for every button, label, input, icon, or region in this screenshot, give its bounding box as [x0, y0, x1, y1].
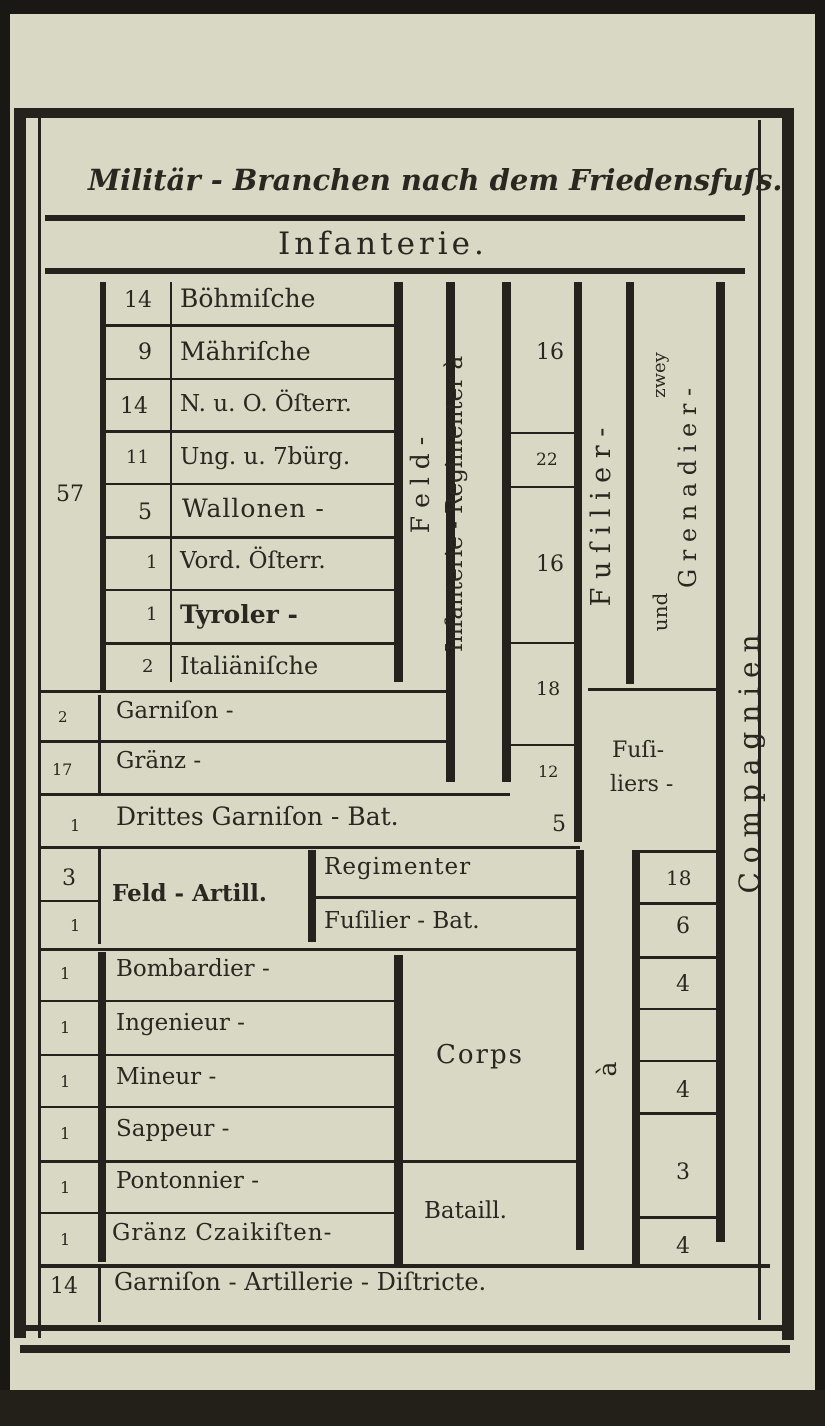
a-vertical-label: à: [593, 1061, 622, 1077]
province-name: Italiäniſche: [180, 652, 319, 680]
scan-edge-left: [0, 0, 10, 1426]
corps-count: 1: [60, 1072, 71, 1091]
fusiliers-label: liers -: [610, 772, 674, 797]
title-rule: [45, 215, 745, 221]
page-title: Militär - Branchen nach dem Friedensfuſs.: [88, 163, 783, 197]
corps-count: 1: [60, 1018, 71, 1037]
company-rule: [508, 432, 578, 434]
artillery-count-rule: [40, 900, 100, 902]
corps-name: Ingenieur -: [116, 1010, 245, 1036]
province-row-rule: [104, 430, 396, 433]
district-count: 14: [50, 1274, 78, 1299]
corps-name: Gränz Czaikiſten-: [112, 1220, 333, 1246]
corps-count: 1: [60, 1178, 71, 1197]
border-name: Gränz -: [116, 748, 202, 774]
corps-row-rule: [40, 1106, 400, 1108]
border-count: 17: [52, 760, 73, 779]
province-name: N. u. O. Öſterr.: [180, 391, 352, 417]
scan-edge-bottom: [0, 1390, 825, 1426]
province-right-rule: [394, 282, 403, 682]
compagnien-left-rule: [716, 282, 725, 1242]
count-divider: [98, 1266, 101, 1322]
third-garrison-name: Drittes Garniſon - Bat.: [116, 802, 399, 831]
row-rule: [40, 948, 580, 951]
province-count: 1: [146, 552, 158, 573]
province-count: 11: [126, 447, 149, 468]
corps-label: Corps: [436, 1040, 524, 1070]
province-row-rule: [104, 642, 396, 645]
zwey-vertical-label: zwey: [649, 352, 670, 398]
frame-right: [782, 108, 794, 1340]
third-garrison-count: 1: [70, 816, 81, 835]
company-right-rule: [574, 282, 582, 842]
count-divider: [98, 848, 101, 944]
fusiliers-label: Fuſi-: [612, 738, 665, 763]
section-heading: Infanterie.: [278, 226, 488, 262]
company-count: 12: [538, 762, 559, 781]
a-column-right-rule: [632, 850, 640, 1266]
province-row-rule: [104, 378, 396, 380]
province-count: 2: [142, 656, 154, 677]
district-name: Garniſon - Artillerie - Diſtricte.: [114, 1268, 487, 1296]
corps-row-rule: [40, 1054, 400, 1056]
province-count: 14: [120, 394, 148, 419]
company-rule: [640, 1060, 720, 1062]
company-count: 16: [536, 552, 564, 577]
frame-top: [25, 108, 785, 118]
corps-count: 1: [60, 1230, 71, 1249]
province-count: 1: [146, 604, 158, 625]
row-rule: [40, 690, 450, 693]
corps-name: Sappeur -: [116, 1116, 230, 1142]
frame-left: [14, 108, 26, 1338]
corps-count: 1: [60, 1124, 71, 1143]
artillery-regiment-count: 3: [62, 866, 76, 891]
section-rule: [45, 268, 745, 274]
province-count: 9: [138, 340, 152, 365]
frame-bottom: [20, 1325, 790, 1331]
grenadier-left-rule: [626, 282, 634, 684]
row-rule: [40, 740, 450, 743]
compagnien-vertical-label: C o m p a g n i e n: [733, 634, 766, 894]
corps-row-rule: [40, 1160, 580, 1163]
company-count: 4: [676, 972, 690, 997]
company-count: 22: [536, 450, 558, 470]
und-vertical-label: und: [648, 592, 672, 632]
grenadier-vertical-label: G r e n a d i e r -: [674, 387, 702, 588]
corps-row-rule: [40, 1212, 400, 1214]
company-rule: [640, 850, 720, 853]
province-name: Mähriſche: [180, 337, 311, 366]
company-rule: [640, 902, 720, 905]
corps-count: 1: [60, 964, 71, 983]
province-name: Ung. u. 7bürg.: [180, 444, 351, 470]
province-name: Vord. Öſterr.: [180, 548, 326, 574]
province-row-rule: [104, 324, 396, 327]
company-count: 3: [676, 1160, 690, 1185]
artillery-divider: [308, 850, 316, 942]
province-count-divider: [170, 282, 172, 682]
fusilier-vertical-label: F u ſ i l i e r -: [586, 427, 617, 607]
company-rule: [640, 1216, 720, 1219]
province-name: Wallonen -: [182, 494, 325, 523]
artillery-row-rule: [316, 896, 578, 899]
garrison-count: 2: [58, 708, 68, 726]
province-left-rule: [100, 282, 106, 692]
province-row-rule: [104, 536, 396, 539]
row-rule: [40, 846, 580, 849]
province-name: Tyroler -: [180, 600, 298, 629]
company-rule: [508, 744, 578, 746]
corps-name: Pontonnier -: [116, 1168, 259, 1194]
corps-row-rule: [40, 1000, 400, 1002]
province-count: 5: [138, 500, 152, 525]
company-rule: [640, 956, 720, 959]
company-count: 16: [536, 340, 564, 365]
province-row-rule: [104, 589, 396, 591]
frame-bottom-2: [20, 1345, 790, 1353]
infanterie-right-rule: [502, 282, 511, 782]
frame-left-inner: [38, 118, 41, 1338]
artillery-sub-label: Fuſilier - Bat.: [324, 908, 480, 934]
province-name: Böhmiſche: [180, 284, 316, 313]
field-artillery-name: Feld - Artill.: [112, 880, 267, 907]
company-rule: [508, 642, 578, 644]
company-count: 5: [552, 812, 566, 837]
company-count: 4: [676, 1078, 690, 1103]
corps-name: Bombardier -: [116, 956, 270, 982]
bataill-label: Bataill.: [424, 1198, 507, 1224]
scan-edge-top: [0, 0, 825, 14]
a-column-left-rule: [576, 850, 584, 1250]
total-infantry-count: 57: [56, 482, 84, 507]
artillery-battalion-count: 1: [70, 916, 81, 935]
corps-name: Mineur -: [116, 1064, 217, 1090]
count-divider: [98, 695, 101, 793]
company-rule: [508, 486, 578, 488]
company-count: 18: [666, 866, 692, 890]
company-rule: [640, 1008, 720, 1010]
row-rule: [40, 793, 510, 796]
artillery-sub-label: Regimenter: [324, 854, 472, 880]
company-count: 18: [536, 678, 561, 700]
infanterie-regimenter-vertical-label: Infanterie - Regimenter à: [442, 355, 468, 652]
company-count: 6: [676, 914, 690, 939]
scan-edge-right: [815, 0, 825, 1426]
company-rule: [640, 1112, 720, 1115]
province-count: 14: [124, 288, 152, 313]
fusiliers-box-rule: [588, 688, 718, 691]
feld-vertical-label: F e l d -: [406, 436, 435, 534]
province-row-rule: [104, 483, 396, 485]
garrison-name: Garniſon -: [116, 698, 234, 724]
company-count: 4: [676, 1234, 690, 1259]
